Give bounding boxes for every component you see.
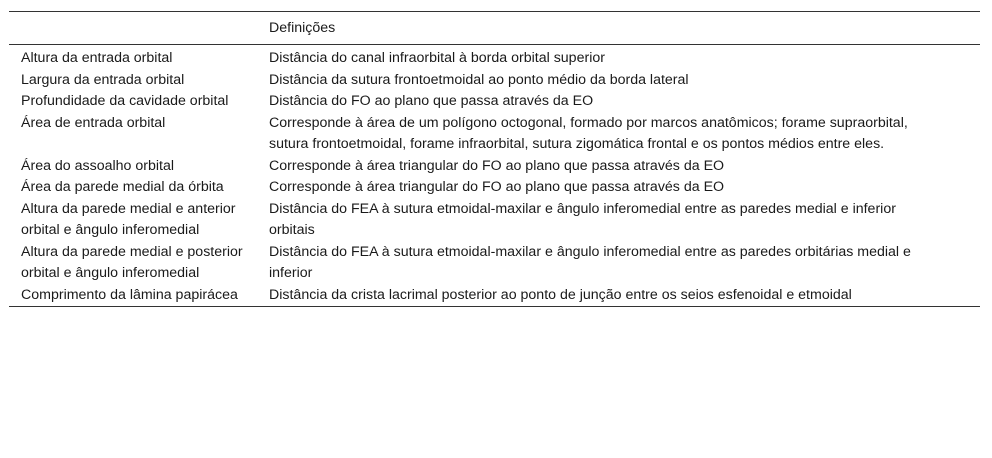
row-term: Profundidade da cavidade orbital xyxy=(21,93,229,109)
row-term: Altura da parede medial e posterior orbital e ângulo inferomedial xyxy=(21,243,243,281)
row-term: Área do assoalho orbital xyxy=(21,157,175,174)
row-definition: Distância do FEA à sutura etmoidal-maxilar e ângulo inferomedial entre as paredes orbitárias medial e inferior xyxy=(269,243,911,281)
table-row xyxy=(9,242,980,285)
row-definition: Distância do canal infraorbital à borda orbital superior xyxy=(269,50,605,66)
table-header-row xyxy=(9,12,980,45)
table-row xyxy=(9,199,980,242)
table-row xyxy=(9,45,980,70)
table-row xyxy=(9,70,980,92)
definitions-table-container xyxy=(9,11,980,307)
definitions-table xyxy=(9,11,980,307)
table-row xyxy=(9,91,980,113)
header-definitions: Definições xyxy=(269,20,336,36)
row-definition: Corresponde à área triangular do FO ao plano que passa através da EO xyxy=(269,157,725,174)
row-definition: Distância da sutura frontoetmoidal ao ponto médio da borda lateral xyxy=(269,71,689,88)
table-row xyxy=(9,113,980,156)
row-term: Altura da parede medial e anterior orbital e ângulo inferomedial xyxy=(21,200,236,238)
row-definition: Corresponde à área triangular do FO ao plano que passa através da EO xyxy=(269,179,725,195)
row-term: Altura da entrada orbital xyxy=(21,50,173,66)
row-term: Área da parede medial da órbita xyxy=(21,179,224,195)
table-row xyxy=(9,156,980,178)
table-row xyxy=(9,285,980,307)
header-term xyxy=(9,12,257,45)
row-term: Comprimento da lâmina papirácea xyxy=(21,286,238,303)
row-definition: Distância do FO ao plano que passa através da EO xyxy=(269,93,594,109)
table-row xyxy=(9,177,980,199)
row-definition: Distância da crista lacrimal posterior ao ponto de junção entre os seios esfenoidal e etmoidal xyxy=(269,286,852,303)
row-definition: Corresponde à área de um polígono octogonal, formado por marcos anatômicos; forame supraorbital, sutura frontoetmoidal, forame infraorbital, sutura zigomática frontal e os pontos médios entre eles. xyxy=(269,114,908,152)
row-term: Largura da entrada orbital xyxy=(21,71,185,88)
row-definition: Distância do FEA à sutura etmoidal-maxilar e ângulo inferomedial entre as paredes medial e inferior orbitais xyxy=(269,200,896,238)
row-term: Área de entrada orbital xyxy=(21,114,166,131)
